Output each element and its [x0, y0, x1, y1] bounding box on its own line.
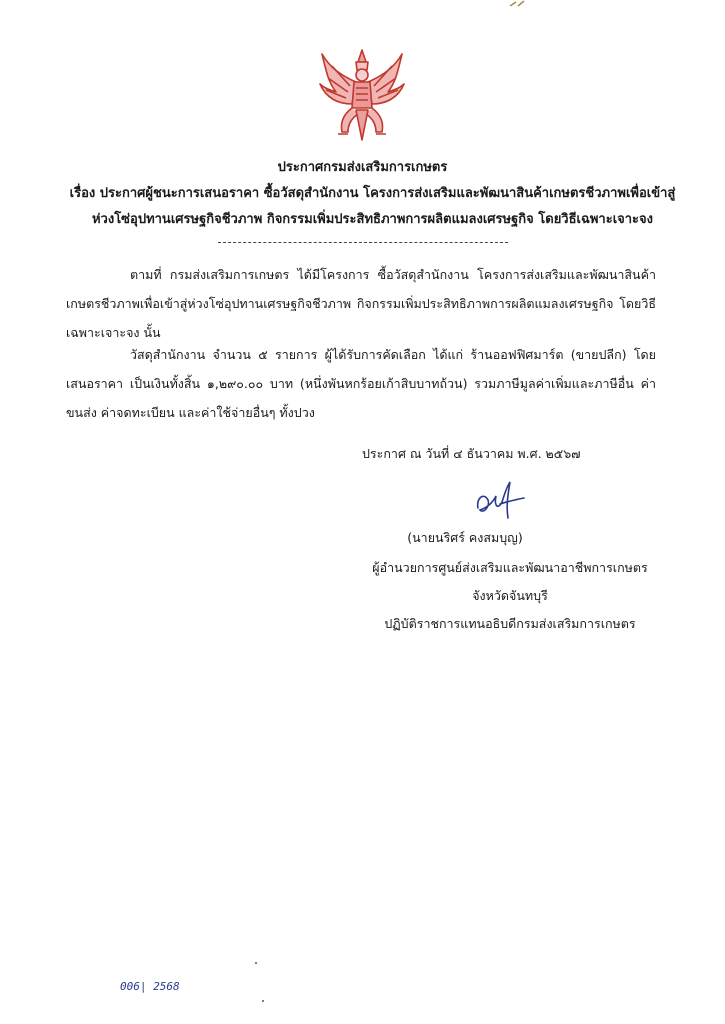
paragraph-winner-text: วัสดุสำนักงาน จำนวน ๕ รายการ ผู้ได้รับการคัดเลือก ได้แก่ ร้านออฟฟิศมาร์ต (ขายปลีก) โดยเสนอราคา เป็นเงินทั้งสิ้น ๑,๒๙๐.๐๐ บาท (หนึ่งพันหกร้อยเก้าสิบบาทถ้วน) รวมภาษีมูลค่าเพิ่มและภาษีอื่น ค่าขนส่ง ค่าจดทะเบียน และค่าใช้จ่ายอื่นๆ ทั้งปวง — [66, 347, 656, 420]
handwritten-signature-icon — [470, 478, 532, 522]
scan-speck — [255, 962, 257, 964]
scan-speck — [262, 1000, 264, 1002]
subject-line-1: เรื่อง ประกาศผู้ชนะการเสนอราคา ซื้อวัสดุสำนักงาน โครงการส่งเสริมและพัฒนาสินค้าเกษตรชีวภาพเพื่อเข้าสู่ — [69, 186, 676, 201]
signer-position: ผู้อำนวยการศูนย์ส่งเสริมและพัฒนาอาชีพการเกษตร — [372, 560, 648, 575]
paragraph-project-text: ตามที่ กรมส่งเสริมการเกษตร ได้มีโครงการ ซื้อวัสดุสำนักงาน โครงการส่งเสริมและพัฒนาสินค้าเกษตรชีวภาพเพื่อเข้าสู่ห่วงโซ่อุปทานเศรษฐกิจชีวภาพ กิจกรรมเพิ่มประสิทธิภาพการผลิตแมลงเศรษฐกิจ โดยวิธีเฉพาะเจาะจง นั้น — [66, 267, 656, 340]
handwritten-document-number: 006| 2568 — [120, 980, 180, 993]
signer-acting-role: ปฏิบัติราชการแทนอธิบดีกรมส่งเสริมการเกษตร — [384, 616, 636, 631]
document-title: ประกาศกรมส่งเสริมการเกษตร — [277, 160, 448, 175]
signer-name: (นายนริศร์ คงสมบุญ) — [407, 530, 523, 545]
paragraph-winner — [66, 340, 656, 427]
corner-mark-icon — [508, 0, 528, 8]
announcement-date: ประกาศ ณ วันที่ ๔ ธันวาคม พ.ศ. ๒๕๖๗ — [362, 446, 581, 461]
paragraph-project — [66, 260, 656, 347]
garuda-emblem-icon — [312, 48, 412, 148]
dashed-divider — [218, 242, 508, 243]
subject-line-2: ห่วงโซ่อุปทานเศรษฐกิจชีวภาพ กิจกรรมเพิ่มประสิทธิภาพการผลิตแมลงเศรษฐกิจ โดยวิธีเฉพาะเจาะจง — [91, 212, 653, 227]
signer-province: จังหวัดจันทบุรี — [472, 588, 548, 603]
document-subject — [60, 181, 685, 233]
